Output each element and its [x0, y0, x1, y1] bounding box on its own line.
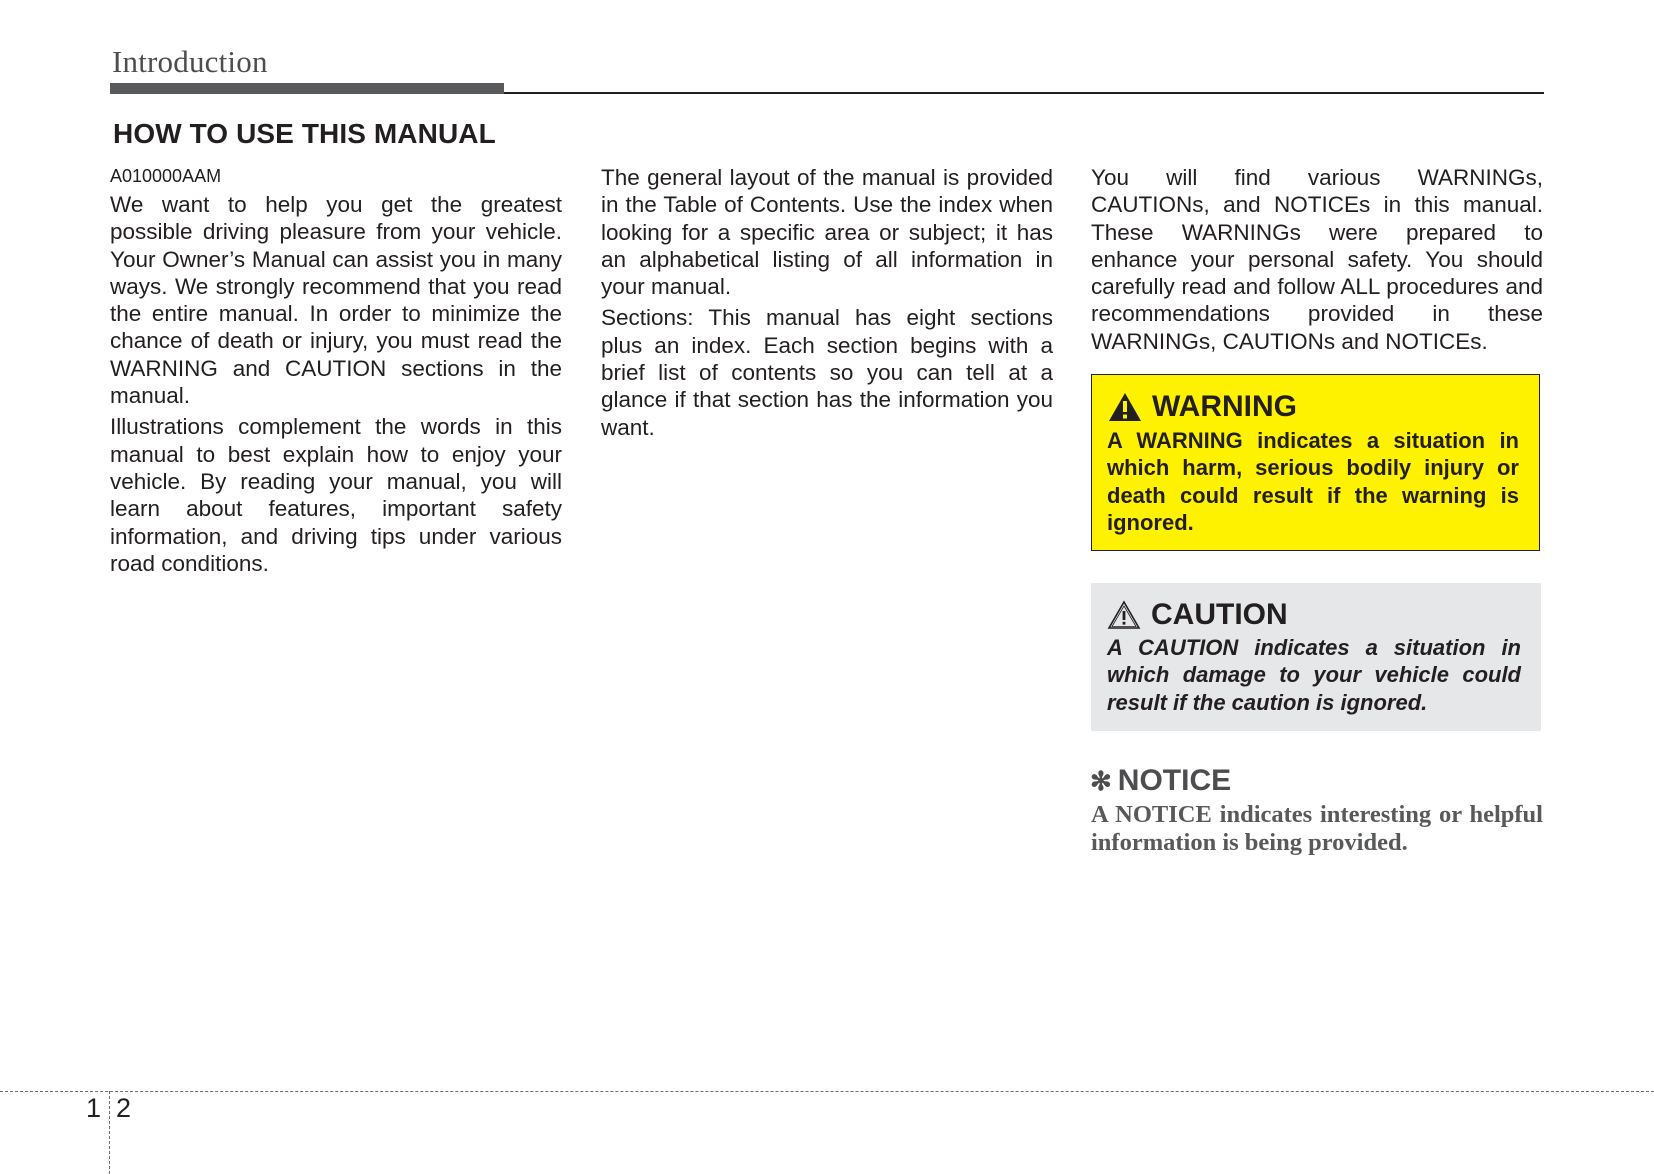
- warning-box: [1091, 374, 1540, 551]
- paragraph: We want to help you get the greatest possible driving pleasure from your vehicle. Your Owner’s Manual can assist you in many ways. We strongly recommend that you read the entire manual. In order to minimize the chance of death or injury, you must read the WARNING and CAUTION sections in the manual.: [110, 192, 562, 409]
- chapter-number: 1: [86, 1093, 102, 1123]
- notice-header: [1090, 764, 1231, 798]
- notice-text: A NOTICE indicates interesting or helpful information is being provided.: [1091, 801, 1543, 856]
- warning-header: [1108, 389, 1297, 425]
- header-rule-thick: [110, 83, 504, 94]
- caution-title: CAUTION: [1151, 598, 1288, 631]
- caution-text: A CAUTION indicates a situation in which damage to your vehicle could result if the caution is ignored.: [1107, 635, 1521, 715]
- paragraph: You will find various WARNINGs, CAUTIONs, and NOTICEs in this manual. These WARNINGs were prepared to enhance your personal safety. You should carefully read and follow ALL procedures and recommendations provided in these WARNINGs, CAUTIONs and NOTICEs.: [1091, 165, 1543, 354]
- paragraph: Sections: This manual has eight sections plus an index. Each section begins with a brief list of contents so you can tell at a glance if that section has the information you want.: [601, 305, 1053, 440]
- header-rule-thin: [504, 92, 1544, 94]
- caution-header: [1107, 595, 1288, 635]
- caution-box: [1091, 583, 1541, 731]
- paragraph: Illustrations complement the words in this manual to best explain how to enjoy your vehicle. By reading your manual, you will learn about features, important safety information, and driving tips under various road conditions.: [110, 414, 562, 576]
- footer-dashed-rule: [0, 1091, 1654, 1092]
- section-code: A010000AAM: [110, 166, 222, 186]
- page-number: 2: [116, 1093, 132, 1123]
- column-1: [110, 191, 562, 581]
- chapter-title: Introduction: [112, 44, 268, 79]
- warning-triangle-icon: [1108, 392, 1142, 422]
- notice-star-icon: ✻: [1090, 765, 1112, 796]
- section-title: HOW TO USE THIS MANUAL: [113, 118, 496, 149]
- footer-dashed-divider: [109, 1091, 110, 1174]
- notice-title: NOTICE: [1117, 764, 1232, 797]
- warning-title: WARNING: [1152, 390, 1297, 423]
- column-3: [1091, 164, 1543, 359]
- paragraph: The general layout of the manual is provided in the Table of Contents. Use the index when looking for a specific area or subject; it has an alphabetical listing of all information in your manual.: [601, 165, 1053, 300]
- warning-text: A WARNING indicates a situation in which harm, serious bodily injury or death could result if the warning is ignored.: [1107, 428, 1519, 535]
- caution-triangle-icon: [1107, 600, 1141, 630]
- column-2: [601, 164, 1053, 445]
